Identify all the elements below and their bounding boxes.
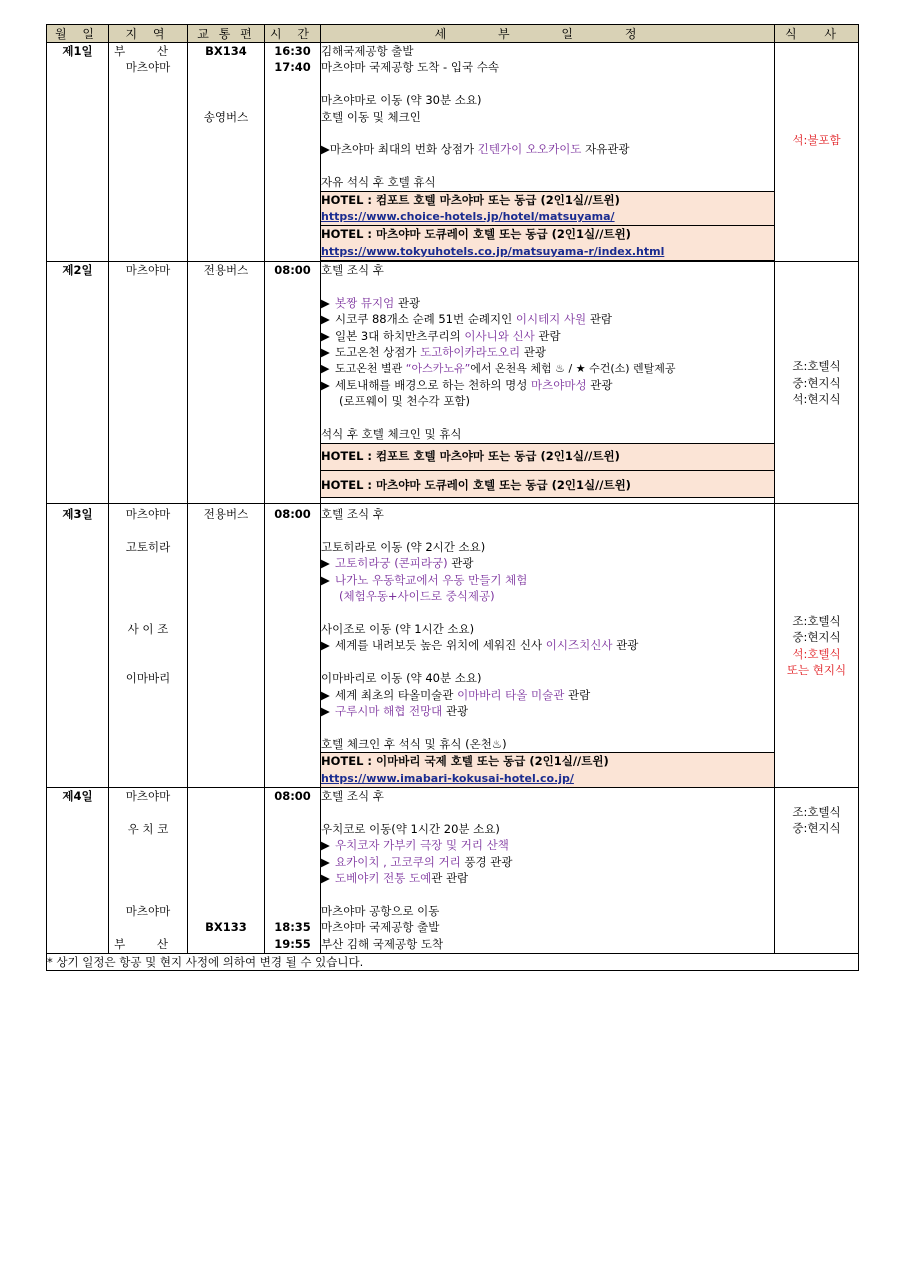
day3-meal-dinner: 석:호텔식 — [792, 646, 841, 661]
day4-regions — [109, 788, 188, 954]
header-detail: 세 부 일 정 — [321, 25, 775, 43]
day1-label: 제1일 — [47, 43, 109, 262]
day2-time: 08:00 — [265, 262, 321, 504]
day2-hotel2: HOTEL : 마츠야마 도큐레이 호텔 또는 동급 (2인1실//트윈) — [321, 478, 631, 493]
day3-line2: 고토히라로 이동 (약 2시간 소요) — [321, 540, 486, 555]
day1-detail — [321, 43, 775, 262]
day4-line3: 마츠야마 공항으로 이동 — [321, 903, 440, 918]
day4-flight: BX133 — [205, 920, 247, 935]
day4-meal-breakfast: 조:호텔식 — [792, 805, 841, 820]
day4-transport — [188, 788, 265, 954]
day2-bullet4-pre: 도고온천 상점가 — [335, 345, 421, 360]
day2-bullet6-sub: (로프웨이 및 천수각 포함) — [339, 394, 471, 409]
day2-meal-breakfast: 조:호텔식 — [792, 359, 841, 374]
day4-detail — [321, 788, 775, 954]
day4-line4: 마츠야마 국제공항 출발 — [321, 920, 440, 935]
day4-label: 제4일 — [47, 788, 109, 954]
day2-hotel1: HOTEL : 컴포트 호텔 마츠야마 또는 동급 (2인1실//트윈) — [321, 448, 620, 463]
day2-bullet5-pre: 도고온천 별관 — [335, 361, 406, 375]
day1-meal — [775, 43, 859, 262]
day2-bullet6-post: 관광 — [586, 378, 613, 393]
day1-hotel1-box — [320, 191, 775, 227]
day4-bullet1-highlight: 우치코자 가부키 극장 및 거리 산책 — [335, 838, 509, 853]
day3-line1: 호텔 조식 후 — [321, 507, 384, 522]
day3-line5: 호텔 체크인 후 석식 및 휴식 (온천♨) — [321, 736, 507, 751]
day1-line6: 자유 석식 후 호텔 휴식 — [321, 175, 436, 190]
day1-line5-pre: ▶마츠야마 최대의 번화 상점가 — [321, 142, 478, 157]
day1-meal-dinner: 석:불포함 — [792, 133, 841, 148]
day2-bullet3-post: 관람 — [534, 328, 561, 343]
day1-hotel1-link[interactable]: https://www.choice-hotels.jp/hotel/matsuyama/ — [321, 210, 615, 224]
day1-hotel2-box — [320, 226, 775, 261]
day3-region3: 사 이 조 — [127, 622, 169, 636]
header-time: 시 간 — [265, 25, 321, 43]
day3-meal-breakfast: 조:호텔식 — [792, 613, 841, 628]
day3-meal — [775, 504, 859, 788]
day2-bullet1-highlight: 봇짱 뮤지엄 — [335, 296, 395, 311]
day3-region4: 이마바리 — [125, 671, 171, 686]
day2-bullet6-pre: 세토내해를 배경으로 하는 천하의 명성 — [335, 378, 532, 393]
day3-line3: 사이조로 이동 (약 1시간 소요) — [321, 622, 475, 637]
day3-row — [47, 504, 859, 788]
day3-regions — [109, 504, 188, 788]
day3-time: 08:00 — [265, 504, 321, 788]
day2-bullet4-highlight: 도고하이카라도오리 — [420, 345, 521, 360]
day3-bullet4-pre: 세계 최초의 타올미술관 — [335, 687, 458, 702]
day4-time2: 18:35 — [274, 920, 311, 935]
day1-line4: 호텔 이동 및 체크인 — [321, 109, 421, 124]
day4-bullet3-highlight: 도베야키 전통 도예 — [335, 871, 432, 886]
day3-bullet2-highlight: 나가노 우동학교에서 우동 만들기 체험 — [335, 572, 528, 587]
header-meal: 식 사 — [775, 25, 859, 43]
day4-times — [265, 788, 321, 954]
day4-region4: 부 산 — [114, 936, 182, 951]
day2-bullet6-highlight: 마츠야마성 — [531, 378, 587, 393]
day3-bullet4-post: 관람 — [564, 687, 591, 702]
day2-bullet3: ▶ 일본 3대 하치만츠쿠리의 이사니와 신사 관람 — [321, 328, 561, 343]
day3-meal-dinner-alt: 또는 현지식 — [786, 663, 847, 678]
day3-hotel-link[interactable]: https://www.imabari-kokusai-hotel.co.jp/ — [321, 771, 574, 785]
day4-bullet2-highlight: 요카이치 , 고코쿠의 거리 — [335, 854, 461, 869]
day2-bullet4-post: 관광 — [520, 345, 546, 360]
day2-bullet1: ▶ 봇짱 뮤지엄 관광 — [321, 296, 421, 311]
day4-time3: 19:55 — [274, 936, 311, 951]
day4-bullet2: ▶ 요카이치 , 고코쿠의 거리 풍경 관광 — [321, 854, 513, 869]
day1-row — [47, 43, 859, 262]
day1-regions — [109, 43, 188, 262]
day3-bullet5: ▶ 구루시마 해협 전망대 관광 — [321, 704, 469, 719]
day2-line2: 석식 후 호텔 체크인 및 휴식 — [321, 427, 462, 442]
day3-transport: 전용버스 — [188, 504, 265, 788]
day1-line5-highlight: 긴텐가이 오오카이도 — [477, 142, 582, 157]
day2-bullet5-highlight: “아스카노유” — [405, 361, 471, 375]
day2-bullet2-post: 관람 — [586, 312, 613, 327]
day3-label: 제3일 — [47, 504, 109, 788]
footer-row — [47, 954, 859, 971]
day1-hotel2-link[interactable]: https://www.tokyuhotels.co.jp/matsuyama-r/index.html — [321, 244, 665, 258]
day3-detail — [321, 504, 775, 788]
day1-bus: 송영버스 — [203, 109, 249, 124]
day4-bullet3-post: 관 관람 — [431, 871, 469, 886]
day1-line5-post: 자유관광 — [581, 142, 630, 157]
day4-meal-lunch: 중:현지식 — [792, 821, 841, 836]
day4-bullet2-post: 풍경 관광 — [460, 854, 513, 869]
day2-bullet3-pre: 일본 3대 하치만츠쿠리의 — [335, 328, 465, 343]
day4-line2: 우치코로 이동(약 1시간 20분 소요) — [321, 821, 500, 836]
day4-meal — [775, 788, 859, 954]
day4-region1: 마츠야마 — [125, 789, 171, 804]
day4-line1: 호텔 조식 후 — [321, 789, 384, 804]
day3-meal-lunch: 중:현지식 — [792, 630, 841, 645]
footer-note: * 상기 일정은 항공 및 현지 사정에 의하여 변경 될 수 있습니다. — [47, 954, 859, 971]
day2-hotel1-box — [320, 443, 775, 471]
day1-hotel2: HOTEL : 마츠야마 도큐레이 호텔 또는 동급 (2인1실//트윈) — [321, 227, 631, 242]
day1-line1: 김해국제공항 출발 — [321, 44, 414, 58]
day2-line1: 호텔 조식 후 — [321, 263, 384, 278]
day2-region: 마츠야마 — [109, 262, 188, 504]
day2-bullet3-highlight: 이사니와 신사 — [464, 328, 535, 343]
day3-line4: 이마바리로 이동 (약 40분 소요) — [321, 671, 482, 686]
day1-line3: 마츠야마로 이동 (약 30분 소요) — [321, 93, 482, 108]
day3-bullet3-post: 관광 — [612, 638, 639, 653]
day1-times — [265, 43, 321, 262]
day1-transport — [188, 43, 265, 262]
header-day: 월 일 — [47, 25, 109, 43]
day2-hotel2-box — [320, 471, 775, 498]
day2-bullet4: ▶ 도고온천 상점가 도고하이카라도오리 관광 — [321, 345, 546, 360]
itinerary-table — [46, 24, 859, 971]
day4-bullet1: ▶ 우치코자 가부키 극장 및 거리 산책 — [321, 838, 509, 853]
day2-bullet5: ▶ 도고온천 별관 “아스카노유”에서 온천욕 체험 ♨ / ★ 수건(소) 렌탈제공 — [321, 361, 676, 375]
day1-region-busan: 부 산 — [114, 44, 182, 58]
day1-time2: 17:40 — [274, 60, 311, 75]
header-region: 지 역 — [109, 25, 188, 43]
day2-row — [47, 262, 859, 504]
day1-time1: 16:30 — [274, 44, 311, 58]
day1-region-matsuyama: 마츠야마 — [125, 60, 171, 75]
day3-bullet1: ▶ 고토히라궁 (콘피라궁) 관광 — [321, 556, 474, 571]
header-transport: 교 통 편 — [188, 25, 265, 43]
day3-bullet4: ▶ 세계 최초의 타올미술관 이마바리 타올 미술관 관람 — [321, 687, 591, 702]
day2-bullet1-post: 관광 — [394, 296, 421, 311]
day3-bullet1-highlight: 고토히라궁 (콘피라궁) — [335, 556, 448, 571]
day4-row — [47, 788, 859, 954]
day2-bullet5-post: 에서 온천욕 체험 ♨ / ★ 수건(소) 렌탈제공 — [470, 361, 676, 375]
day3-bullet5-highlight: 구루시마 해협 전망대 — [335, 704, 443, 719]
day4-region2: 우 치 코 — [127, 821, 169, 836]
day2-bullet6: ▶ 세토내해를 배경으로 하는 천하의 명성 마츠야마성 관광 — [321, 378, 613, 393]
day3-bullet4-highlight: 이마바리 타올 미술관 — [457, 687, 565, 702]
day3-bullet3-highlight: 이시즈치신사 — [545, 638, 613, 653]
day3-bullet2: ▶ 나가노 우동학교에서 우동 만들기 체험 — [321, 572, 528, 587]
day4-line5: 부산 김해 국제공항 도착 — [321, 936, 444, 951]
day2-label: 제2일 — [47, 262, 109, 504]
day3-bullet3: ▶ 세계를 내려보듯 높은 위치에 세워진 신사 이시즈치신사 관광 — [321, 638, 639, 653]
header-row — [47, 25, 859, 43]
day2-bullet2-highlight: 이시테지 사원 — [515, 312, 587, 327]
day4-region3: 마츠야마 — [125, 903, 171, 918]
day1-line5 — [321, 141, 774, 157]
day2-bullet2-pre: 시코쿠 88개소 순례 51번 순례지인 — [335, 312, 516, 327]
day3-bullet5-post: 관광 — [442, 704, 469, 719]
day1-line2: 마츠야마 국제공항 도착 - 입국 수속 — [321, 60, 499, 75]
day2-meal-dinner: 석:현지식 — [792, 391, 841, 406]
day2-detail — [321, 262, 775, 504]
day3-hotel-box — [320, 752, 775, 787]
day3-bullet2-sub: (체험우동+사이드로 중식제공) — [339, 589, 495, 604]
day3-bullet3-pre: 세계를 내려보듯 높은 위치에 세워진 신사 — [335, 638, 546, 653]
day3-region1: 마츠야마 — [125, 507, 171, 522]
day3-bullet1-post: 관광 — [447, 556, 474, 571]
day4-time1: 08:00 — [274, 789, 311, 804]
day2-transport: 전용버스 — [188, 262, 265, 504]
day1-flight: BX134 — [205, 44, 247, 58]
day2-meal-lunch: 중:현지식 — [792, 375, 841, 390]
day4-bullet3: ▶ 도베야키 전통 도예관 관람 — [321, 871, 469, 886]
day3-hotel: HOTEL : 이마바리 국제 호텔 또는 동급 (2인1실//트윈) — [321, 754, 609, 769]
day1-hotel1: HOTEL : 컴포트 호텔 마츠야마 또는 동급 (2인1실//트윈) — [321, 192, 620, 207]
day3-region2: 고토히라 — [125, 540, 171, 555]
day2-meal — [775, 262, 859, 504]
day2-bullet2: ▶ 시코쿠 88개소 순례 51번 순례지인 이시테지 사원 관람 — [321, 312, 613, 327]
